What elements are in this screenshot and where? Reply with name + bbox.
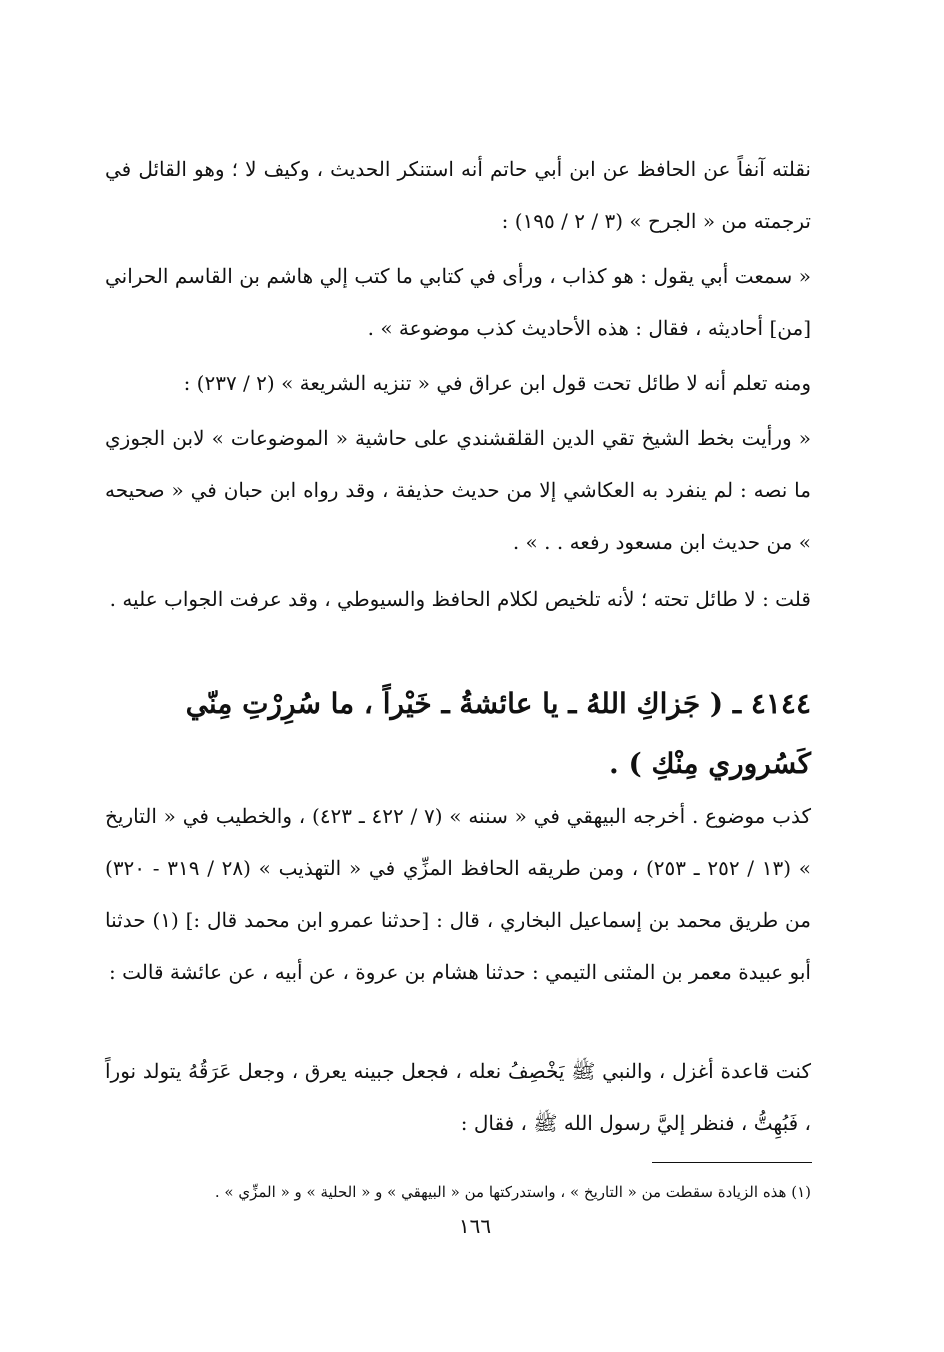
paragraph-4-quote: « ورأيت بخط الشيخ تقي الدين القلقشندي على حاشية « الموضوعات » لابن الجوزي ما نصه : لم ينفرد به العكاشي إلا من حديث حذيفة ، وقد رواه ابن حبان في « صحيحه » من حديث ابن مسعود رفعه . . » . bbox=[105, 426, 811, 554]
footnote-divider bbox=[652, 1162, 812, 1163]
paragraph-7: كنت قاعدة أغزل ، والنبي ﷺ يَخْصِفُ نعله ، فجعل جبينه يعرق ، وجعل عَرَقُهُ يتولد نوراً ، فَبُهِتُّ ، فنظر إليَّ رسول الله ﷺ ، فقال : bbox=[105, 1059, 811, 1135]
paragraph-3: ومنه تعلم أنه لا طائل تحت قول ابن عراق في « تنزيه الشريعة » (٢ / ٢٣٧) : bbox=[183, 371, 811, 395]
footnote: (١) هذه الزيادة سقطت من « التاريخ » ، واستدركتها من « البيهقي » و « الحلية » و « المزِّي » . bbox=[214, 1183, 811, 1201]
paragraph-5: قلت : لا طائل تحته ؛ لأنه تلخيص لكلام الحافظ والسيوطي ، وقد عرفت الجواب عليه . bbox=[109, 587, 811, 611]
page-number: ١٦٦ bbox=[458, 1214, 492, 1238]
paragraph-6: كذب موضوع . أخرجه البيهقي في « سننه » (٧ / ٤٢٢ ـ ٤٢٣) ، والخطيب في « التاريخ » (١٣ / ٢٥٢ ـ ٢٥٣) ، ومن طريقه الحافظ المزِّي في « التهذيب » (٢٨ / ٣١٩ - ٣٢٠) من طريق محمد بن إسماعيل البخاري ، قال : [حدثنا عمرو ابن محمد قال :] (١) حدثنا أبو عبيدة معمر بن المثنى التيمي : حدثنا هشام بن عروة ، عن أبيه ، عن عائشة قالت : bbox=[105, 804, 812, 984]
hadith-heading: ٤١٤٤ ـ ( جَزاكِ اللهُ ـ يا عائشةُ ـ خَيْراً ، ما سُرِرْتِ مِنّي كَسُروري مِنْكِ ) . bbox=[185, 687, 811, 780]
paragraph-1: نقلته آنفاً عن الحافظ عن ابن أبي حاتم أنه استنكر الحديث ، وكيف لا ؛ وهو القائل في ترجمته من « الجرح » (٣ / ٢ / ١٩٥) : bbox=[105, 157, 811, 233]
paragraph-2-quote: « سمعت أبي يقول : هو كذاب ، ورأى في كتابي ما كتب إلي هاشم بن القاسم الحراني [من] أحاديثه ، فقال : هذه الأحاديث كذب موضوعة » . bbox=[105, 264, 811, 340]
